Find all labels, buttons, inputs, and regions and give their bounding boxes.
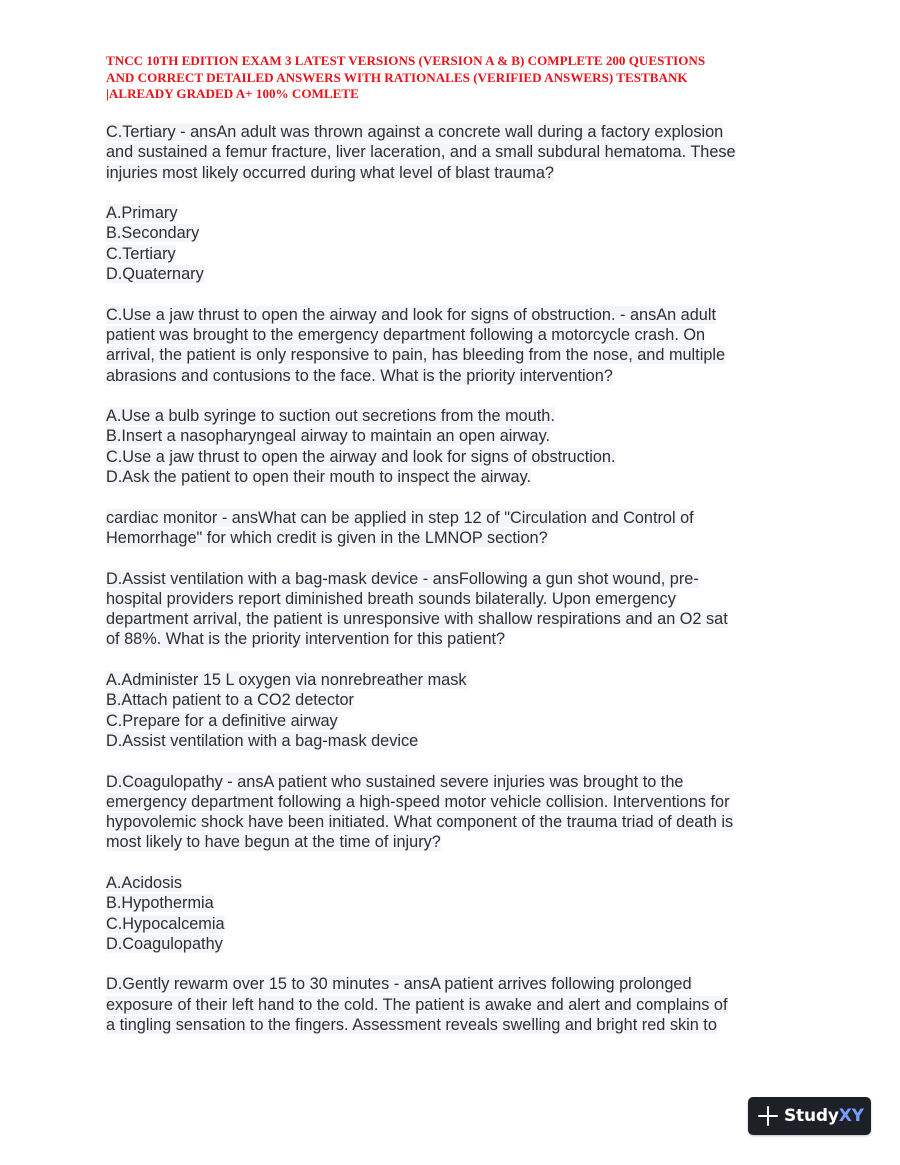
text-line: hypovolemic shock have been initiated. What component of the trauma triad of death is <box>106 813 734 832</box>
studyxy-badge[interactable] <box>748 1097 871 1135</box>
badge-label: StudyXY <box>784 1106 864 1126</box>
text-line: patient was brought to the emergency department following a motorcycle crash. On <box>106 325 706 344</box>
option-line: B.Insert a nasopharyngeal airway to maintain an open airway. <box>106 427 551 446</box>
answer-question-block <box>106 974 806 1035</box>
option-line: A.Use a bulb syringe to suction out secretions from the mouth. <box>106 407 555 426</box>
text-line: emergency department following a high-speed motor vehicle collision. Interventions for <box>106 792 730 811</box>
options-block <box>106 406 806 487</box>
text-line: of 88%. What is the priority intervention for this patient? <box>106 630 506 649</box>
text-line: C.Tertiary - ansAn adult was thrown against a concrete wall during a factory explosion <box>106 123 724 141</box>
title-line: TNCC 10TH EDITION EXAM 3 LATEST VERSIONS (VERSION A & B) COMPLETE 200 QUESTIONS <box>106 53 706 68</box>
option-line: B.Attach patient to a CO2 detector <box>106 691 354 710</box>
text-line: arrival, the patient is only responsive to pain, has bleeding from the nose, and multiple <box>106 346 726 365</box>
answer-question-block <box>106 122 806 183</box>
option-line: A.Administer 15 L oxygen via nonrebreather mask <box>106 671 467 690</box>
option-line: A.Primary <box>106 204 178 223</box>
option-line: D.Coagulopathy <box>106 934 223 953</box>
answer-question-block <box>106 305 806 386</box>
options-block <box>106 670 806 751</box>
option-line: C.Use a jaw thrust to open the airway and look for signs of obstruction. <box>106 447 616 466</box>
document-title <box>106 53 806 103</box>
text-line: and sustained a femur fracture, liver laceration, and a small subdural hematoma. These <box>106 143 736 162</box>
text-line: exposure of their left hand to the cold. The patient is awake and alert and complains of <box>106 995 728 1014</box>
options-block <box>106 873 806 954</box>
document-body <box>106 122 806 1035</box>
answer-question-block <box>106 569 806 650</box>
text-line: a tingling sensation to the fingers. Assessment reveals swelling and bright red skin to <box>106 1016 717 1035</box>
option-line: D.Ask the patient to open their mouth to inspect the airway. <box>106 468 532 487</box>
text-line: D.Gently rewarm over 15 to 30 minutes - ansA patient arrives following prolonged <box>106 975 692 994</box>
text-line: D.Assist ventilation with a bag-mask device - ansFollowing a gun shot wound, pre- <box>106 569 699 588</box>
answer-question-block <box>106 772 806 853</box>
option-line: C.Prepare for a definitive airway <box>106 711 338 730</box>
title-line: AND CORRECT DETAILED ANSWERS WITH RATIONALES (VERIFIED ANSWERS) TESTBANK <box>106 69 688 85</box>
option-line: C.Tertiary <box>106 244 176 263</box>
option-line: C.Hypocalcemia <box>106 914 225 933</box>
text-line: abrasions and contusions to the face. What is the priority intervention? <box>106 366 613 385</box>
text-line: Hemorrhage" for which credit is given in the LMNOP section? <box>106 528 548 547</box>
text-line: C.Use a jaw thrust to open the airway and look for signs of obstruction. - ansAn adult <box>106 305 716 324</box>
plus-sparkle-icon <box>758 1106 778 1126</box>
option-line: B.Secondary <box>106 224 200 243</box>
text-line: cardiac monitor - ansWhat can be applied in step 12 of "Circulation and Control of <box>106 508 694 527</box>
text-line: most likely to have begun at the time of injury? <box>106 833 441 852</box>
answer-question-block <box>106 508 806 549</box>
options-block <box>106 203 806 284</box>
option-line: D.Assist ventilation with a bag-mask device <box>106 731 419 750</box>
option-line: A.Acidosis <box>106 873 183 892</box>
text-line: hospital providers report diminished breath sounds bilaterally. Upon emergency <box>106 589 676 608</box>
option-line: B.Hypothermia <box>106 894 214 913</box>
option-line: D.Quaternary <box>106 265 204 284</box>
text-line: department arrival, the patient is unresponsive with shallow respirations and an O2 sat <box>106 610 728 629</box>
text-line: D.Coagulopathy - ansA patient who sustained severe injuries was brought to the <box>106 772 684 791</box>
title-line: |ALREADY GRADED A+ 100% COMLETE <box>106 86 359 101</box>
text-line: injuries most likely occurred during what level of blast trauma? <box>106 163 554 182</box>
